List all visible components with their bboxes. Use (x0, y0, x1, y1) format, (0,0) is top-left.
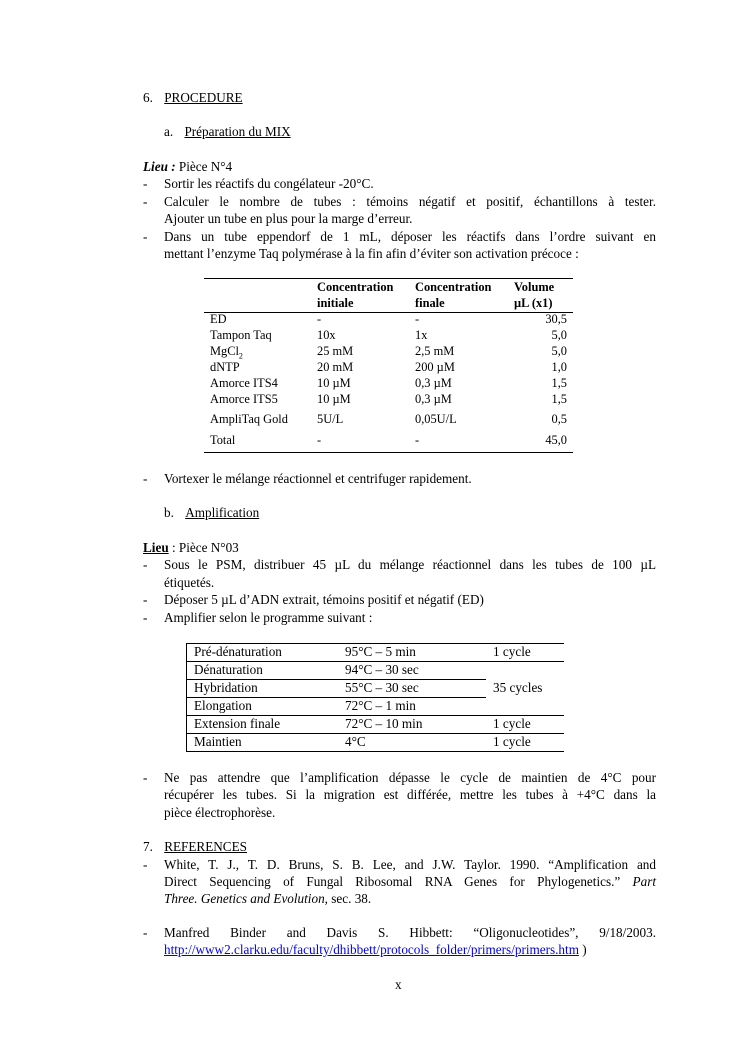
section-number: 6. (143, 90, 153, 105)
reference-line: Three. Genetics and Evolution, sec. 38. (164, 891, 372, 906)
table-row: Amorce ITS4 10 µM 0,3 µM 1,5 (210, 376, 567, 390)
bullet-dash: - (143, 592, 148, 607)
bullet-dash: - (143, 557, 148, 572)
bullet-text: Amplifier selon le programme suivant : (164, 610, 373, 625)
bullet-text-line: récupérer les tubes. Si la migration est différée, mettre les tubes à +4°C dans la (164, 787, 656, 802)
table-row: Maintien 4°C 1 cycle (194, 734, 531, 749)
table-rule (186, 751, 564, 752)
reference-line: Manfred Binder and Davis S. Hibbett: “Oligonucleotides”, 9/18/2003. (164, 925, 656, 940)
table-row: dNTP 20 mM 200 µM 1,0 (210, 360, 567, 374)
section-title: PROCEDURE (164, 90, 243, 105)
table-rule (204, 278, 573, 279)
table-row: Extension finale 72°C – 10 min 1 cycle (194, 716, 531, 731)
bullet-text-line: Dans un tube eppendorf de 1 mL, déposer les réactifs dans l’ordre suivant en (164, 229, 656, 244)
table-row: Hybridation 55°C – 30 sec 35 cycles (194, 680, 543, 695)
bullet-dash: - (143, 857, 148, 872)
subsection-b-heading (164, 504, 259, 522)
page-number: x (395, 977, 402, 992)
bullet-text: Vortexer le mélange réactionnel et centrifuger rapidement. (164, 471, 472, 486)
table-row: AmpliTaq Gold 5U/L 0,05U/L 0,5 (210, 412, 567, 426)
bullet-dash: - (143, 770, 148, 785)
bullet-text-line: étiquetés. (164, 575, 215, 590)
subsection-a-heading (164, 123, 291, 141)
table-row: Amorce ITS5 10 µM 0,3 µM 1,5 (210, 392, 567, 406)
section-7-heading (143, 838, 247, 856)
bullet-text-line: Sous le PSM, distribuer 45 µL du mélange réactionnel dans les tubes de 100 µL (164, 557, 656, 572)
bullet-dash: - (143, 229, 148, 244)
bullet-dash: - (143, 925, 148, 940)
table-row: Tampon Taq 10x 1x 5,0 (210, 328, 567, 342)
header-conc-finale: Concentration finale (415, 280, 492, 310)
lieu-value: Pièce N°4 (175, 159, 233, 174)
section-number: 7. (143, 839, 153, 854)
lieu-label: Lieu (143, 540, 169, 555)
lieu-label: Lieu : (143, 159, 176, 174)
bullet-dash: - (143, 176, 148, 191)
bullet-text-line: Ajouter un tube en plus pour la marge d’erreur. (164, 211, 413, 226)
reference-url-link[interactable]: http://www2.clarku.edu/faculty/dhibbett/protocols_folder/primers/primers.htm (164, 942, 579, 957)
lieu-line (143, 539, 239, 557)
reference-line: http://www2.clarku.edu/faculty/dhibbett/protocols_folder/primers/primers.htm ) (164, 942, 587, 957)
bullet-text-line: mettant l’enzyme Taq polymérase à la fin afin d’éviter son activation précoce : (164, 246, 579, 261)
table-row: ED - - 30,5 (210, 312, 567, 326)
reference-line: Direct Sequencing of Fungal Ribosomal RNA Genes for Phylogenetics.” Part (164, 874, 656, 889)
bullet-dash: - (143, 610, 148, 625)
header-conc-initiale: Concentration initiale (317, 280, 394, 310)
subsection-title: Préparation du MIX (184, 124, 291, 139)
bullet-dash: - (143, 471, 148, 486)
bullet-text-line: Ne pas attendre que l’amplification dépasse le cycle de maintien de 4°C pour (164, 770, 656, 785)
reference-line: White, T. J., T. D. Bruns, S. B. Lee, and J.W. Taylor. 1990. “Amplification and (164, 857, 656, 872)
table-row-total: Total - - 45,0 (210, 433, 567, 447)
lieu-value: : Pièce N°03 (168, 540, 239, 555)
bullet-text: Déposer 5 µL d’ADN extrait, témoins positif et négatif (ED) (164, 592, 484, 607)
lieu-line (143, 158, 232, 176)
bullet-text: Sortir les réactifs du congélateur -20°C. (164, 176, 374, 191)
subsection-title: Amplification (185, 505, 260, 520)
table-rule (204, 452, 573, 453)
subsection-letter: a. (164, 124, 174, 139)
bullet-text-line: pièce électrophorèse. (164, 805, 276, 820)
section-title: REFERENCES (164, 839, 247, 854)
subsection-letter: b. (164, 505, 174, 520)
table-row: Dénaturation 94°C – 30 sec (194, 662, 419, 677)
bullet-text-line: Calculer le nombre de tubes : témoins négatif et positif, échantillons à tester. (164, 194, 656, 209)
table-row: MgCl$_2$ 25 mM 2,5 mM 5,0 (210, 344, 567, 361)
section-6-heading (143, 89, 243, 107)
merged-cycles: 35 cycles (493, 680, 543, 695)
table-row: Pré-dénaturation 95°C – 5 min 1 cycle (194, 644, 531, 659)
header-volume: Volume µL (x1) (514, 280, 555, 310)
table-row: Elongation 72°C – 1 min (194, 698, 416, 713)
bullet-dash: - (143, 194, 148, 209)
